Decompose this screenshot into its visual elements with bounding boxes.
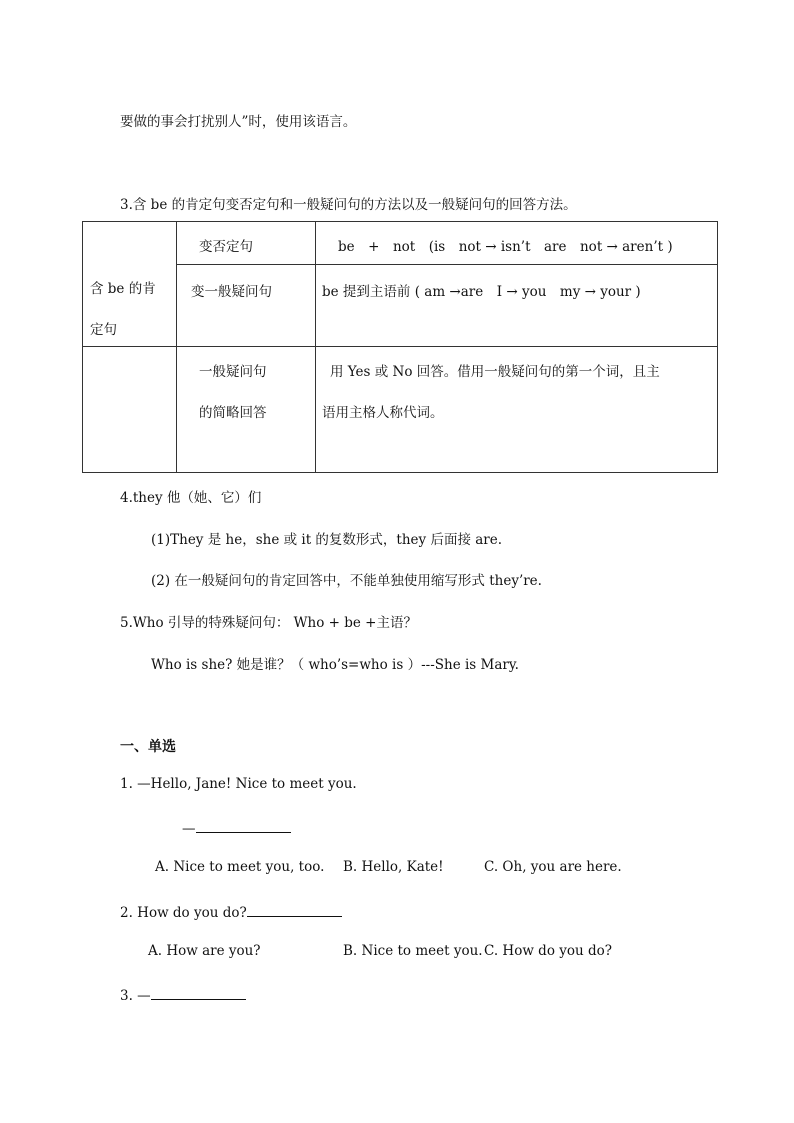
row-label-short-answer-1: 一般疑问句 <box>199 364 267 380</box>
row-content-negative: be + not (is not → isn’t are not → aren’t ) <box>338 239 673 256</box>
question-2-option-b: B. Nice to meet you. <box>343 943 483 959</box>
point-4-title: 4.they 他（她、它）们 <box>120 490 262 506</box>
question-2-line <box>120 902 342 921</box>
section-title: 一、单选 <box>120 739 176 755</box>
question-2-option-a: A. How are you? <box>148 943 261 959</box>
point-3-title: 3.含 be 的肯定句变否定句和一般疑问句的方法以及一般疑问句的回答方法。 <box>120 197 577 213</box>
answer-blank[interactable] <box>151 985 246 1000</box>
table-row-label <box>177 222 316 265</box>
left-header-line-2: 定句 <box>90 322 117 338</box>
row-label-negative: 变否定句 <box>199 239 253 256</box>
intro-line: 要做的事会打扰别人”时，使用该语言。 <box>120 114 357 130</box>
point-5-title: 5.Who 引导的特殊疑问句： Who + be +主语？ <box>120 615 417 631</box>
table-row-content <box>316 222 718 265</box>
answer-blank[interactable] <box>247 902 342 917</box>
grammar-table <box>82 221 718 473</box>
table-left-header <box>83 222 177 347</box>
question-2-stem: 2. How do you do? <box>120 905 247 921</box>
row-label-question: 变一般疑问句 <box>191 283 272 300</box>
table-empty-cell <box>83 347 177 473</box>
point-4-item-2: (2) 在一般疑问句的肯定回答中，不能单独使用缩写形式 they’re. <box>151 573 542 589</box>
answer-prefix: — <box>182 821 196 837</box>
question-1-option-b: B. Hello, Kate! <box>343 859 444 875</box>
question-1-answer-line <box>182 818 291 837</box>
row-content-short-answer-2: 语用主格人称代词。 <box>322 405 444 421</box>
point-4-item-1: (1)They 是 he，she 或 it 的复数形式，they 后面接 are. <box>151 532 503 548</box>
question-1-stem: 1. —Hello, Jane! Nice to meet you. <box>120 776 357 792</box>
table-row-label <box>177 265 316 347</box>
question-1-option-a: A. Nice to meet you, too. <box>155 859 325 875</box>
question-3-line <box>120 985 246 1004</box>
left-header-line-1: 含 be 的肯 <box>90 281 156 297</box>
row-label-short-answer-2: 的简略回答 <box>199 405 267 421</box>
question-2-option-c: C. How do you do? <box>484 943 612 959</box>
table-row-content <box>316 265 718 347</box>
question-1-option-c: C. Oh, you are here. <box>484 859 622 875</box>
question-3-stem: 3. — <box>120 988 151 1004</box>
row-content-question: be 提到主语前 ( am →are I → you my → your ) <box>322 283 641 300</box>
row-content-short-answer-1: 用 Yes 或 No 回答。借用一般疑问句的第一个词，且主 <box>330 364 660 380</box>
point-5-example: Who is she? 她是谁？（ who’s=who is ）---She is Mary. <box>151 657 519 673</box>
table-row-label <box>177 347 316 473</box>
answer-blank[interactable] <box>196 818 291 833</box>
table-row-content <box>316 347 718 473</box>
